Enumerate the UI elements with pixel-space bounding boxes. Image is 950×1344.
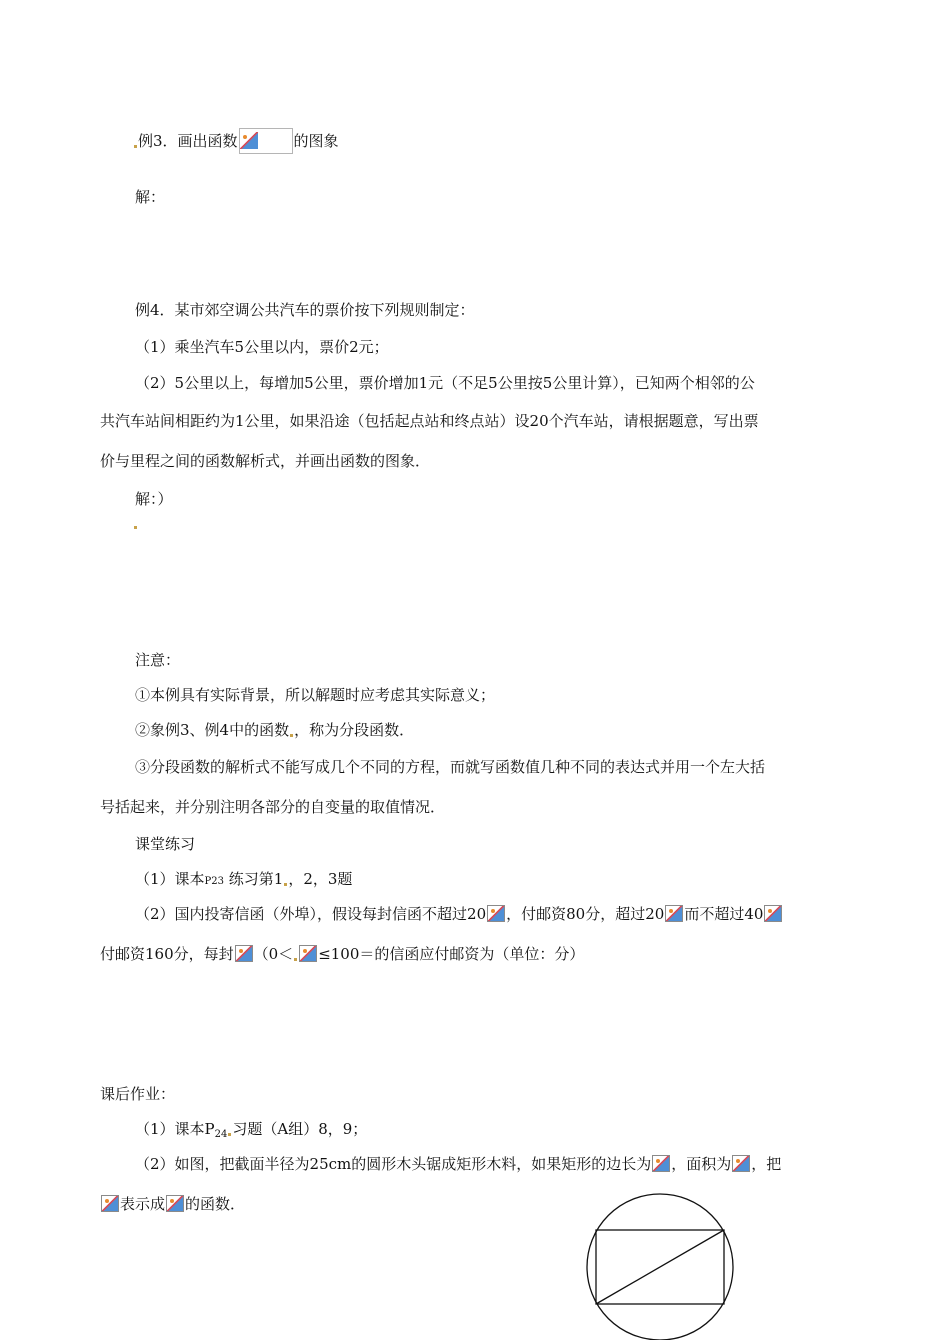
homework-item-1-text-end: 习题（A组）8，9； bbox=[232, 1120, 368, 1138]
notes-title: 注意： bbox=[135, 651, 181, 669]
homework-item-2-text-e: 的函数． bbox=[185, 1195, 246, 1213]
circle-rectangle-figure bbox=[580, 1185, 740, 1340]
formula-image-icon bbox=[239, 128, 293, 154]
homework-item-1-text: （1）课本P bbox=[135, 1120, 215, 1138]
example-4-rule-2-line-1: （2）5公里以上，每增加5公里，票价增加1元（不足5公里按5公里计算），已知两个相邻的公 bbox=[135, 374, 755, 392]
formula-image-icon bbox=[299, 945, 317, 962]
formula-image-icon bbox=[101, 1195, 119, 1212]
homework-item-2-line-1 bbox=[135, 1154, 781, 1174]
note-3-line-1: ③分段函数的解析式不能写成几个不同的方程，而就写函数值几种不同的表达式并用一个左大括 bbox=[135, 758, 766, 776]
practice-item-2-line-2 bbox=[100, 944, 584, 964]
practice-item-2-text-f: ≤100＝的信函应付邮资为（单位：分） bbox=[318, 945, 585, 963]
practice-title: 课堂练习 bbox=[135, 835, 196, 853]
homework-item-1 bbox=[135, 1119, 367, 1145]
homework-item-2-text: （2）如图，把截面半径为25cm的圆形木头锯成矩形木料，如果矩形的边长为 bbox=[135, 1155, 652, 1173]
homework-title: 课后作业： bbox=[100, 1085, 176, 1103]
practice-item-1-text-mid: 练习第1 bbox=[224, 870, 284, 888]
homework-item-2-text-d: 表示成 bbox=[120, 1195, 166, 1213]
example-4-rule-2-line-3: 价与里程之间的函数解析式，并画出函数的图象． bbox=[100, 452, 431, 470]
anchor-dot-line bbox=[133, 512, 138, 532]
example-4-solution: 解：） bbox=[135, 490, 173, 508]
rectangle-diagonal bbox=[596, 1230, 724, 1304]
formula-image-icon bbox=[764, 905, 782, 922]
example-3-text-end: 的图象 bbox=[293, 132, 339, 150]
example-4-rule-1: （1）乘坐汽车5公里以内，票价2元； bbox=[135, 338, 389, 356]
example-3-line bbox=[133, 128, 339, 154]
homework-item-2-line-2 bbox=[100, 1194, 245, 1214]
anchor-dot-icon bbox=[284, 883, 287, 886]
formula-image-icon bbox=[487, 905, 505, 922]
page-ref: 24 bbox=[214, 1129, 228, 1140]
practice-item-2-text-e: （0＜ bbox=[253, 945, 294, 963]
practice-item-1 bbox=[135, 869, 352, 892]
page-ref: P23 bbox=[204, 876, 224, 887]
anchor-dot-icon bbox=[134, 145, 137, 148]
formula-image-icon bbox=[732, 1155, 750, 1172]
homework-item-2-text-b: ，面积为 bbox=[671, 1155, 732, 1173]
note-3-line-2: 号括起来，并分别注明各部分的自变量的取值情况． bbox=[100, 798, 446, 816]
formula-image-icon bbox=[665, 905, 683, 922]
practice-item-2-text-b: ，付邮资80分，超过20 bbox=[506, 905, 665, 923]
note-2 bbox=[135, 720, 414, 740]
example-4-rule-2-line-2: 共汽车站间相距约为1公里，如果沿途（包括起点站和终点站）设20个汽车站，请根据题意，写出票 bbox=[100, 412, 759, 430]
example-4-title: 例4．某市郊空调公共汽车的票价按下列规则制定： bbox=[135, 301, 475, 319]
practice-item-2-line-1 bbox=[135, 904, 783, 924]
anchor-dot-icon bbox=[134, 526, 137, 529]
formula-image-icon bbox=[235, 945, 253, 962]
practice-item-2-text-c: 而不超过40 bbox=[684, 905, 764, 923]
practice-item-1-text-end: ，2，3题 bbox=[288, 870, 353, 888]
anchor-dot-icon bbox=[228, 1133, 231, 1136]
note-1: ①本例具有实际背景，所以解题时应考虑其实际意义； bbox=[135, 686, 496, 704]
practice-item-2-text: （2）国内投寄信函（外埠），假设每封信函不超过20 bbox=[135, 905, 487, 923]
practice-item-1-text: （1）课本 bbox=[135, 870, 205, 888]
homework-item-2-text-c: ，把 bbox=[751, 1155, 782, 1173]
practice-item-2-text-d: 付邮资160分，每封 bbox=[100, 945, 234, 963]
anchor-dot-icon bbox=[290, 734, 293, 737]
formula-image-icon bbox=[652, 1155, 670, 1172]
example-3-solution: 解： bbox=[135, 188, 166, 206]
anchor-dot-icon bbox=[294, 958, 297, 961]
note-2-text: ②象例3、例4中的函数 bbox=[135, 721, 290, 739]
formula-image-icon bbox=[166, 1195, 184, 1212]
example-3-text: 例3．画出函数 bbox=[138, 132, 238, 150]
note-2-text-end: ，称为分段函数． bbox=[294, 721, 415, 739]
